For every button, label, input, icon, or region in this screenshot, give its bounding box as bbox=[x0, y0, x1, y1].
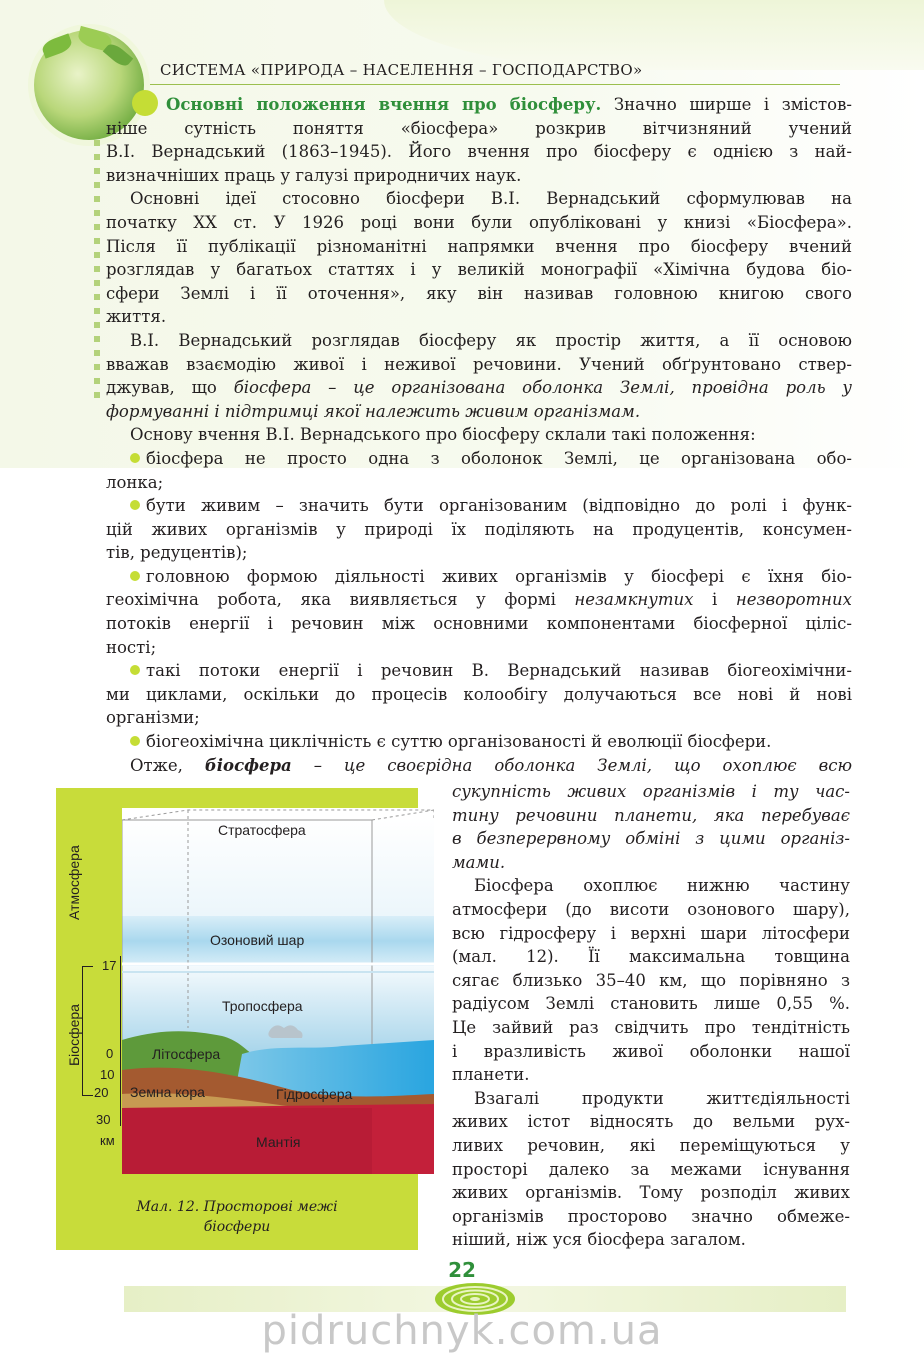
bullet-item: головною формою діяльності живих організмів у біосфері є їхня біо- геохімічна робота, яка виявляється у формі незамкнутих і незворотних потоків енергії і речовин між основними компонентами біосферної ціліс- ності; bbox=[106, 566, 852, 657]
label-lithosphere: Літосфера bbox=[152, 1046, 221, 1062]
tick-km: км bbox=[100, 1133, 115, 1148]
tick-17: 17 bbox=[102, 958, 117, 973]
right-column-text: сукупність живих організмів і ту час- тину речовини планети, яка перебуває в безперервному обміні з цими організ- мами. Біосфера охоплює нижню частину атмосфери (до висоти озонового шару), всю гідросферу і верхні шари літосфери (мал. 12). Її максимальна товщина сягає близько 35–40 км, що порівняно з радіусом Землі становить лише 0,55 %. Це зайвий раз свідчить про тендітність і вразливість живої оболонки нашої планети. Взагалі продукти життєдіяльності живих істот відносять до вельми рух- ливих речовин, які переміщуються у просторі далеко за межами існування живих організмів. Тому розподіл живих організмів просторово значно обмеже- ніший, ніж уся біосфера загалом. bbox=[452, 782, 850, 1250]
paragraph-conclusion: Отже, біосфера – це своєрідна оболонка Землі, що охоплює всю bbox=[130, 755, 853, 775]
bullet-dot-icon bbox=[130, 500, 140, 510]
axis-biosphere-label: Біосфера bbox=[66, 1004, 82, 1066]
label-hydrosphere: Гідросфера bbox=[276, 1086, 353, 1102]
paragraph-intro: Основні положення вчення про біосферу. Значно ширше і змістов- ніше сутність поняття «біосфера» розкрив вітчизняний учений В.І. Вернадський (1863–1945). Його вчення про біосферу є однією з най- визначніших праць у галузі природничих наук. bbox=[106, 90, 852, 187]
watermark: pidruchnyk.com.ua bbox=[261, 1308, 663, 1354]
tick-20: 20 bbox=[94, 1085, 109, 1100]
bullet-dot-icon bbox=[130, 571, 140, 581]
bullet-item: бути живим – значить бути організованим (відповідно до ролі і функ- цій живих організмів у природі їх поділяють на продуцентів, консумен- тів, редуцентів); bbox=[106, 496, 852, 563]
tick-10: 10 bbox=[100, 1067, 115, 1082]
tick-0: 0 bbox=[106, 1046, 114, 1061]
section-bullet-icon bbox=[132, 90, 158, 116]
biosphere-bracket bbox=[82, 966, 93, 1096]
axis-atmosphere-label: Атмосфера bbox=[66, 845, 82, 920]
label-stratosphere: Стратосфера bbox=[218, 822, 306, 838]
figure-caption: Мал. 12. Просторові межі біосфери bbox=[136, 1199, 338, 1235]
bullet-dot-icon bbox=[130, 453, 140, 463]
label-mantle: Мантія bbox=[256, 1134, 301, 1150]
height-scale-line bbox=[120, 956, 121, 1126]
label-ozone: Озоновий шар bbox=[210, 932, 305, 948]
label-crust: Земна кора bbox=[130, 1084, 205, 1100]
page-number: 22 bbox=[448, 1258, 476, 1282]
tick-30: 30 bbox=[96, 1112, 111, 1127]
bullet-item: такі потоки енергії і речовин В. Вернадський називав біогеохімічни- ми циклами, оскільки до процесів колообігу долучаються все нові й нові організми; bbox=[106, 661, 852, 728]
bullet-item: біосфера не просто одна з оболонок Землі, це організована обо- лонка; bbox=[106, 448, 852, 492]
label-troposphere: Тропосфера bbox=[222, 998, 303, 1014]
running-header: СИСТЕМА «ПРИРОДА – НАСЕЛЕННЯ – ГОСПОДАРСТВО» bbox=[160, 61, 643, 79]
paragraph-principles: Основу вчення В.І. Вернадського про біосферу склали такі положення: bbox=[130, 425, 756, 445]
margin-dash-decoration bbox=[94, 140, 100, 400]
bullet-item: біогеохімічна циклічність є суттю організованості й еволюції біосфери. bbox=[106, 730, 852, 754]
section-heading: Основні положення вчення про біосферу. bbox=[166, 95, 602, 114]
main-text bbox=[106, 90, 852, 777]
bullet-dot-icon bbox=[130, 665, 140, 675]
paragraph-ideas: Основні ідеї стосовно біосфери В.І. Вернадський сформулював на початку XX ст. У 1926 році вони були опубліковані у книзі «Біосфера». Після її публікації різноманітні напрямки вчення про біосферу вчений розглядав у багатьох статтях і у великій монографії «Хімічна будова біо- сфери Землі і її оточення», яку він називав головною книгою свого життя. bbox=[106, 189, 852, 327]
header-rule bbox=[150, 84, 840, 85]
biosphere-diagram bbox=[122, 808, 434, 1174]
bullet-dot-icon bbox=[130, 736, 140, 746]
paragraph-definition: В.І. Вернадський розглядав біосферу як простір життя, а її основою вважав взаємодію живої і неживої речовини. Учений обґрунтовано ствер- джував, що біосфера – це організована оболонка Землі, провідна роль у формуванні і підтримці якої належить живим організмам. bbox=[106, 330, 852, 421]
